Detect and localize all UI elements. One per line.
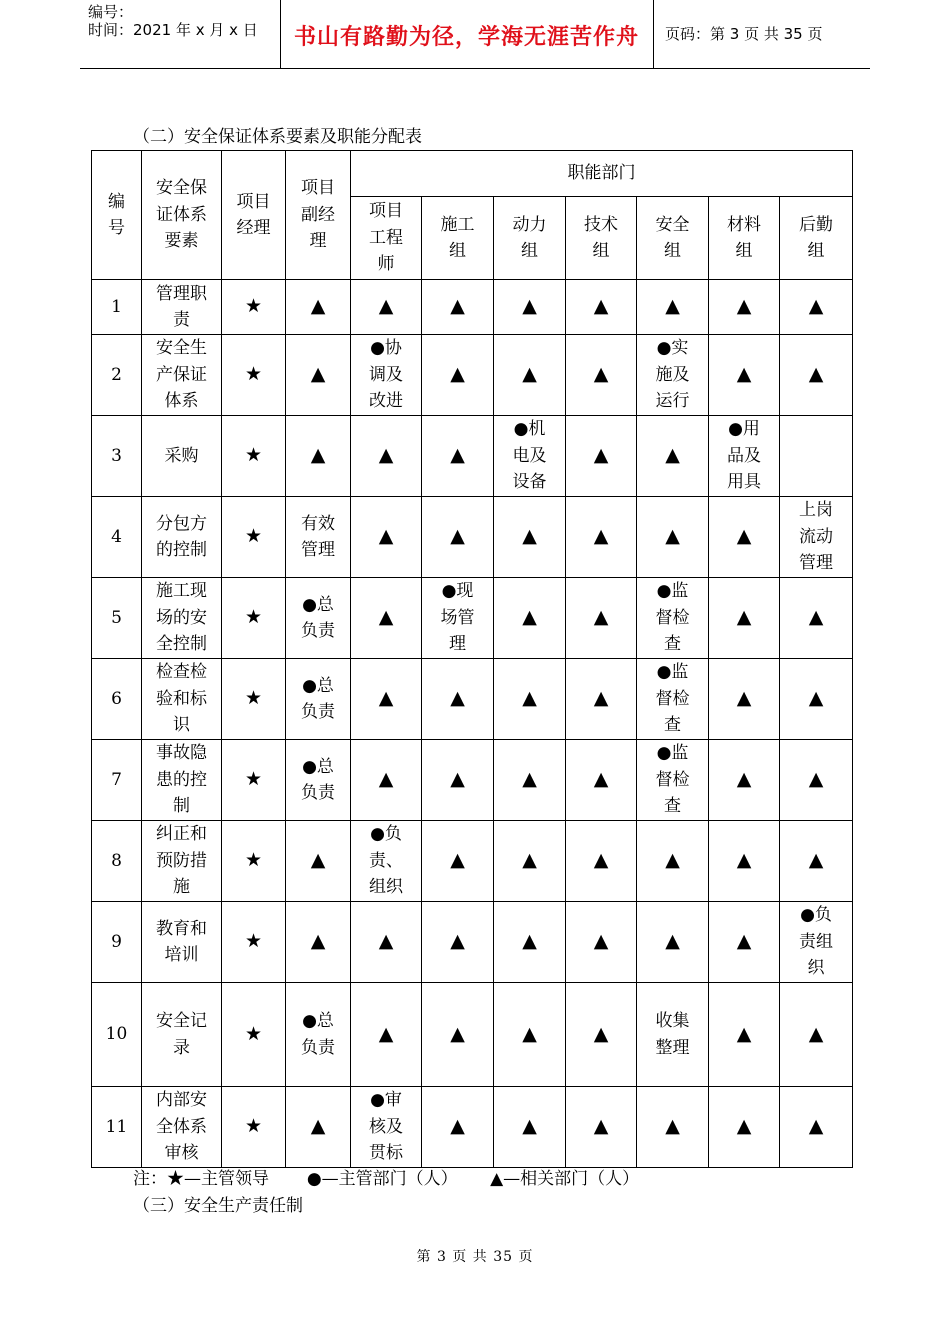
header-cell-dept: 动力组 [494, 197, 566, 280]
department-cell: ●机电及设备 [494, 416, 566, 497]
department-cell: ▲ [709, 983, 780, 1087]
header-cell-dept: 技术组 [566, 197, 637, 280]
row-number-cell: 8 [92, 821, 142, 902]
department-cell: ▲ [351, 280, 422, 335]
department-cell: ▲ [637, 902, 709, 983]
department-cell: ▲ [566, 983, 637, 1087]
department-cell: ▲ [422, 902, 494, 983]
department-cell: ▲ [780, 983, 853, 1087]
header-cell-deputy: 项目副经理 [286, 151, 351, 280]
element-cell: 教育和培训 [142, 902, 222, 983]
table-row [92, 416, 853, 497]
row-number-cell: 11 [92, 1087, 142, 1168]
department-cell: ●监督检查 [637, 578, 709, 659]
element-cell: 管理职责 [142, 280, 222, 335]
header-cell-dept: 安全组 [637, 197, 709, 280]
department-cell: ▲ [780, 578, 853, 659]
deputy-manager-cell: ●总负责 [286, 578, 351, 659]
project-manager-cell: ★ [222, 335, 286, 416]
table-row [92, 497, 853, 578]
department-cell: ▲ [637, 821, 709, 902]
department-cell: ●现场管理 [422, 578, 494, 659]
project-manager-cell: ★ [222, 740, 286, 821]
department-cell: ▲ [780, 659, 853, 740]
element-cell: 检查检验和标识 [142, 659, 222, 740]
department-cell: ▲ [422, 497, 494, 578]
row-number-cell: 9 [92, 902, 142, 983]
department-cell: ▲ [709, 1087, 780, 1168]
header-row [92, 151, 853, 197]
department-cell: ●用品及用具 [709, 416, 780, 497]
department-cell: ▲ [422, 740, 494, 821]
department-cell: ▲ [566, 280, 637, 335]
project-manager-cell: ★ [222, 983, 286, 1087]
row-number-cell: 10 [92, 983, 142, 1087]
department-cell: ▲ [709, 497, 780, 578]
department-cell: ▲ [422, 416, 494, 497]
department-cell: ▲ [351, 578, 422, 659]
table-row [92, 335, 853, 416]
document-header [80, 0, 870, 69]
department-cell: ●协调及改进 [351, 335, 422, 416]
department-cell: ▲ [709, 280, 780, 335]
legend-note: 注：★—主管领导 ●—主管部门（人） ▲—相关部门（人） [133, 1169, 640, 1189]
section-title: （二）安全保证体系要素及职能分配表 [133, 127, 422, 147]
header-cell-dept: 施工组 [422, 197, 494, 280]
department-cell: 上岗流动管理 [780, 497, 853, 578]
header-cell-dept: 项目工程师 [351, 197, 422, 280]
project-manager-cell: ★ [222, 578, 286, 659]
table-row [92, 1087, 853, 1168]
deputy-manager-cell: ▲ [286, 416, 351, 497]
department-cell: ▲ [351, 659, 422, 740]
row-number-cell: 5 [92, 578, 142, 659]
row-number-cell: 1 [92, 280, 142, 335]
table-row [92, 659, 853, 740]
department-cell: ▲ [566, 497, 637, 578]
project-manager-cell: ★ [222, 821, 286, 902]
department-cell: ▲ [422, 821, 494, 902]
table-row [92, 821, 853, 902]
deputy-manager-cell: ▲ [286, 821, 351, 902]
table-row [92, 280, 853, 335]
project-manager-cell: ★ [222, 416, 286, 497]
header-cell-no: 编号 [92, 151, 142, 280]
department-cell: ▲ [780, 740, 853, 821]
department-cell: ▲ [566, 1087, 637, 1168]
department-cell: ▲ [637, 280, 709, 335]
department-cell: ▲ [422, 280, 494, 335]
project-manager-cell: ★ [222, 1087, 286, 1168]
deputy-manager-cell: 有效管理 [286, 497, 351, 578]
department-cell: ●审核及贯标 [351, 1087, 422, 1168]
department-cell: ▲ [780, 280, 853, 335]
department-cell: ▲ [709, 578, 780, 659]
deputy-manager-cell: ▲ [286, 1087, 351, 1168]
department-cell: ▲ [566, 578, 637, 659]
deputy-manager-cell: ●总负责 [286, 740, 351, 821]
department-cell: ▲ [709, 821, 780, 902]
department-cell: ▲ [494, 821, 566, 902]
element-cell: 分包方的控制 [142, 497, 222, 578]
table-row [92, 902, 853, 983]
department-cell: ▲ [566, 902, 637, 983]
motto: 书山有路勤为径，学海无涯苦作舟 [293, 25, 639, 50]
department-cell: ▲ [709, 335, 780, 416]
table-row [92, 578, 853, 659]
department-cell: ▲ [494, 280, 566, 335]
department-cell: ▲ [780, 335, 853, 416]
department-cell: ▲ [494, 902, 566, 983]
element-cell: 施工现场的安全控制 [142, 578, 222, 659]
department-cell: ▲ [637, 416, 709, 497]
table-row [92, 740, 853, 821]
project-manager-cell: ★ [222, 280, 286, 335]
department-cell: ▲ [351, 416, 422, 497]
department-cell: ▲ [494, 740, 566, 821]
department-cell: ▲ [566, 740, 637, 821]
element-cell: 采购 [142, 416, 222, 497]
department-cell [780, 416, 853, 497]
department-cell: ▲ [637, 497, 709, 578]
row-number-cell: 3 [92, 416, 142, 497]
department-cell: ▲ [351, 902, 422, 983]
department-cell: ▲ [422, 1087, 494, 1168]
department-cell: 收集整理 [637, 983, 709, 1087]
department-cell: ▲ [709, 740, 780, 821]
department-cell: ▲ [494, 497, 566, 578]
department-cell: ▲ [494, 578, 566, 659]
department-cell: ●负责组织 [780, 902, 853, 983]
page-indicator: 页码：第 3 页 共 35 页 [665, 25, 823, 43]
department-cell: ▲ [351, 740, 422, 821]
number-label: 编号： [88, 3, 134, 21]
header-cell-departments: 职能部门 [351, 151, 853, 197]
department-cell: ▲ [422, 983, 494, 1087]
project-manager-cell: ★ [222, 902, 286, 983]
deputy-manager-cell: ●总负责 [286, 659, 351, 740]
element-cell: 纠正和预防措施 [142, 821, 222, 902]
row-number-cell: 2 [92, 335, 142, 416]
department-cell: ▲ [709, 902, 780, 983]
deputy-manager-cell: ▲ [286, 335, 351, 416]
department-cell: ▲ [566, 335, 637, 416]
department-cell: ▲ [494, 659, 566, 740]
department-cell: ●实施及运行 [637, 335, 709, 416]
department-cell: ▲ [494, 1087, 566, 1168]
department-cell: ▲ [494, 335, 566, 416]
row-number-cell: 7 [92, 740, 142, 821]
department-cell: ▲ [566, 659, 637, 740]
department-cell: ●监督检查 [637, 740, 709, 821]
department-cell: ▲ [566, 416, 637, 497]
department-cell: ▲ [422, 659, 494, 740]
page-footer: 第 3 页 共 35 页 [416, 1249, 534, 1265]
deputy-manager-cell: ▲ [286, 902, 351, 983]
section-title-3: （三）安全生产责任制 [133, 1196, 303, 1216]
row-number-cell: 6 [92, 659, 142, 740]
responsibility-table [91, 150, 853, 1168]
department-cell: ▲ [780, 821, 853, 902]
deputy-manager-cell: ▲ [286, 280, 351, 335]
header-cell-element: 安全保证体系要素 [142, 151, 222, 280]
department-cell: ▲ [637, 1087, 709, 1168]
header-divider [653, 0, 654, 68]
table-body [92, 151, 853, 1168]
row-number-cell: 4 [92, 497, 142, 578]
element-cell: 事故隐患的控制 [142, 740, 222, 821]
deputy-manager-cell: ●总负责 [286, 983, 351, 1087]
date-label: 时间：2021 年 x 月 x 日 [88, 21, 258, 39]
department-cell: ▲ [422, 335, 494, 416]
element-cell: 安全记录 [142, 983, 222, 1087]
project-manager-cell: ★ [222, 659, 286, 740]
header-cell-dept: 后勤组 [780, 197, 853, 280]
department-cell: ▲ [709, 659, 780, 740]
project-manager-cell: ★ [222, 497, 286, 578]
table-row [92, 983, 853, 1087]
element-cell: 内部安全体系审核 [142, 1087, 222, 1168]
header-cell-dept: 材料组 [709, 197, 780, 280]
department-cell: ▲ [351, 983, 422, 1087]
department-cell: ▲ [494, 983, 566, 1087]
element-cell: 安全生产保证体系 [142, 335, 222, 416]
department-cell: ▲ [780, 1087, 853, 1168]
department-cell: ▲ [566, 821, 637, 902]
department-cell: ●负责、组织 [351, 821, 422, 902]
department-cell: ▲ [351, 497, 422, 578]
department-cell: ●监督检查 [637, 659, 709, 740]
header-cell-pm: 项目经理 [222, 151, 286, 280]
